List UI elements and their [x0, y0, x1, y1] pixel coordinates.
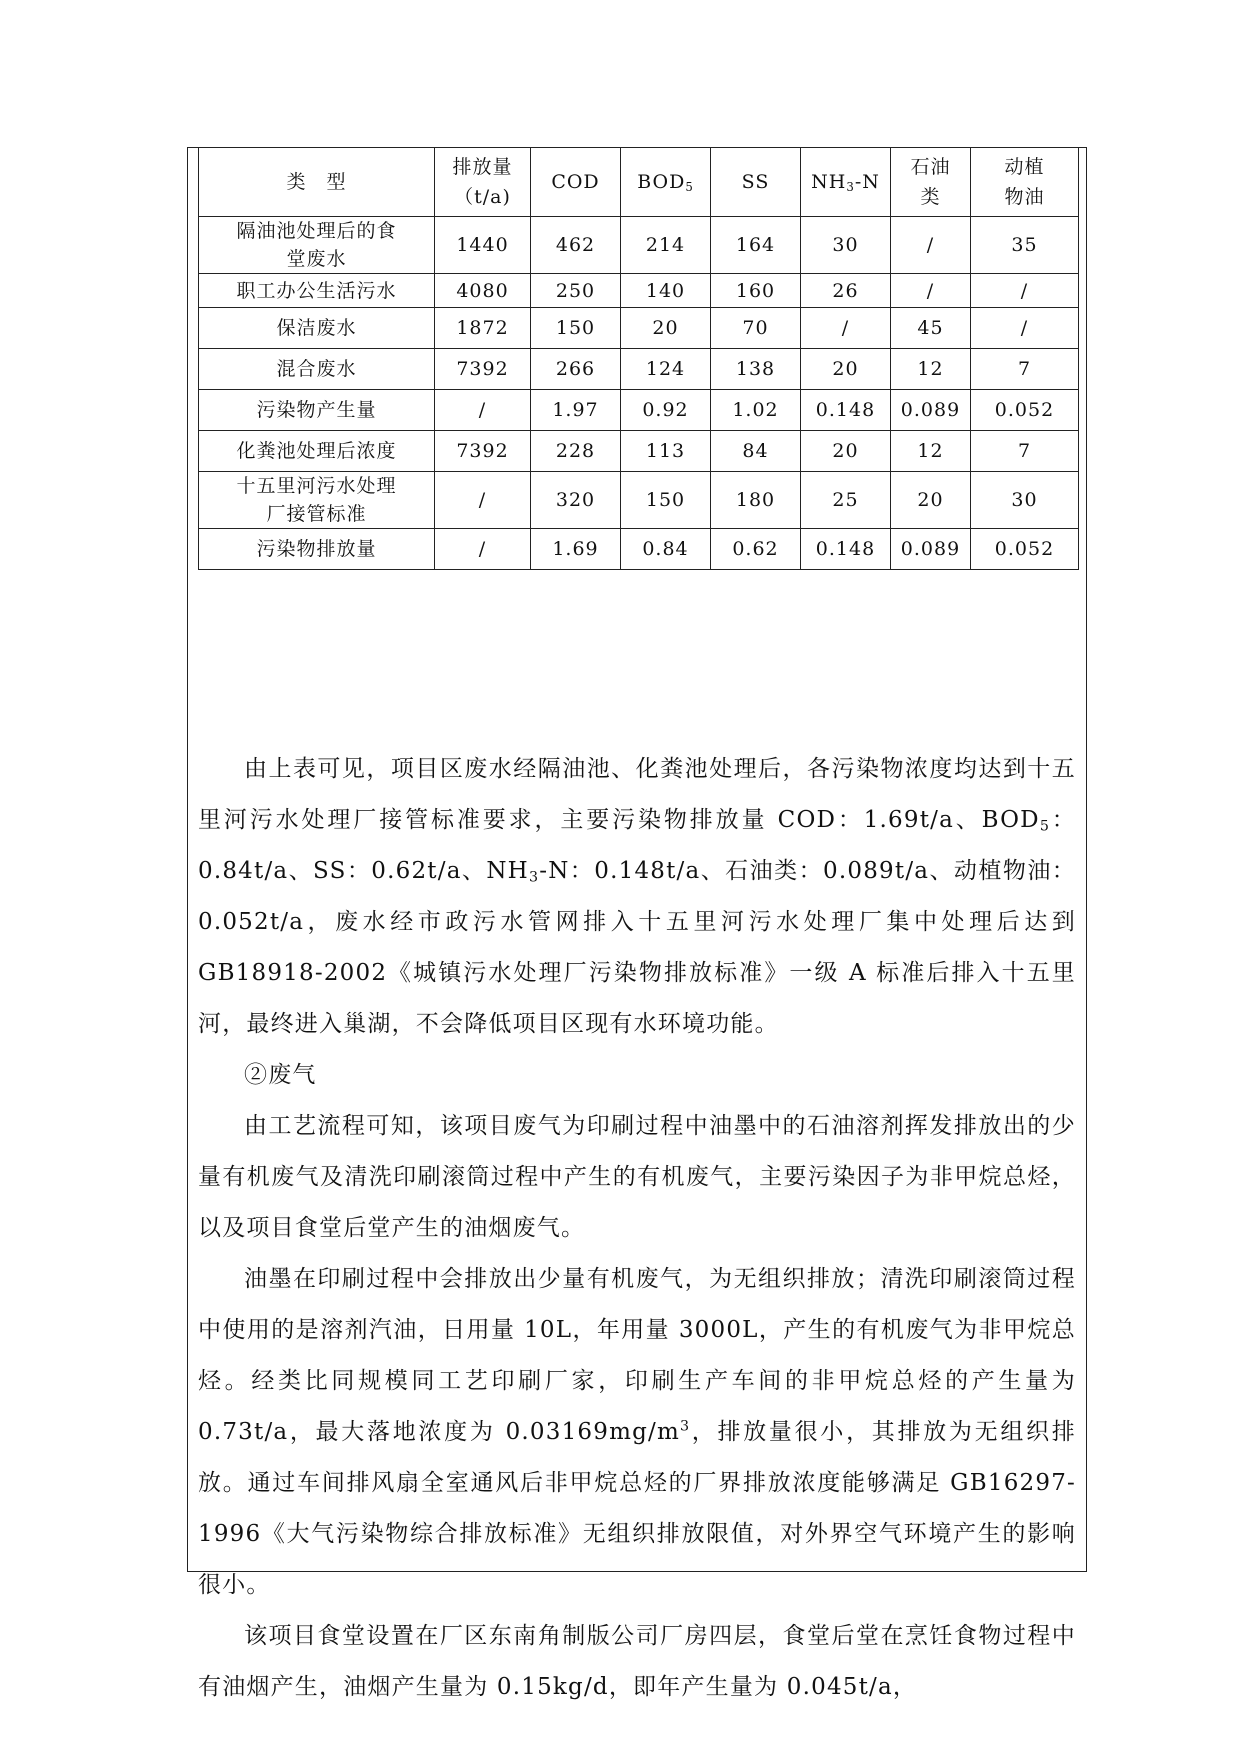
cell-ss: 160	[711, 274, 801, 308]
cell-type: 混合废水	[199, 349, 435, 390]
cell-discharge: /	[435, 472, 531, 529]
cell-nh3n: 26	[801, 274, 891, 308]
cell-nh3n: 0.148	[801, 390, 891, 431]
cell-nh3n: 20	[801, 349, 891, 390]
cell-oil: 7	[971, 431, 1079, 472]
cell-ss: 70	[711, 308, 801, 349]
pollutant-table	[198, 148, 1079, 570]
header-ss: SS	[711, 148, 801, 217]
cell-nh3n: 20	[801, 431, 891, 472]
header-type: 类 型	[199, 148, 435, 217]
table-row	[199, 217, 1079, 274]
header-nh3n: $NH_3-N$	[801, 148, 891, 217]
cell-oil: /	[971, 308, 1079, 349]
header-discharge: 排放量 （t/a)	[435, 148, 531, 217]
cell-type: 化粪池处理后浓度	[199, 431, 435, 472]
cell-petroleum: 20	[891, 472, 971, 529]
cell-cod: 1.97	[531, 390, 621, 431]
cell-petroleum: 0.089	[891, 529, 971, 570]
table-row	[199, 308, 1079, 349]
cell-type: 隔油池处理后的食 堂废水	[199, 217, 435, 274]
table-header-row	[199, 148, 1079, 217]
cell-bod5: 20	[621, 308, 711, 349]
cell-bod5: 150	[621, 472, 711, 529]
cell-nh3n: /	[801, 308, 891, 349]
cell-bod5: 140	[621, 274, 711, 308]
paragraph-wastewater-summary: 由上表可见，项目区废水经隔油池、化粪池处理后，各污染物浓度均达到十五里河污水处理厂接管标准要求，主要污染物排放量 COD：1.69t/a、$BOD_5$：0.84t/a、SS：0.62t/a、$NH_3-N$：0.148t/a、石油类：0.089t/a、动植物油：0.052t/a，废水经市政污水管网排入十五里河污水处理厂集中处理后达到 GB18918-2002《城镇污水处理厂污染物排放标准》一级 A 标准后排入十五里河，最终进入巢湖，不会降低项目区现有水环境功能。	[198, 756, 1077, 1037]
cell-bod5: 0.84	[621, 529, 711, 570]
cell-oil: 7	[971, 349, 1079, 390]
cell-type: 十五里河污水处理 厂接管标准	[199, 472, 435, 529]
table-row	[199, 529, 1079, 570]
cell-cod: 150	[531, 308, 621, 349]
cell-oil: 30	[971, 472, 1079, 529]
cell-oil: 0.052	[971, 529, 1079, 570]
cell-cod: 462	[531, 217, 621, 274]
cell-ss: 180	[711, 472, 801, 529]
cell-nh3n: 0.148	[801, 529, 891, 570]
paragraph-organic-exhaust: 油墨在印刷过程中会排放出少量有机废气，为无组织排放；清洗印刷滚筒过程中使用的是溶剂汽油，日用量 10L，年用量 3000L，产生的有机废气为非甲烷总烃。经类比同规模同工艺印刷厂家，印刷生产车间的非甲烷总烃的产生量为 0.73t/a，最大落地浓度为 $0.03169mg/m^3$，排放量很小，其排放为无组织排放。通过车间排风扇全室通风后非甲烷总烃的厂界排放浓度能够满足 GB16297-1996《大气污染物综合排放标准》无组织排放限值，对外界空气环境产生的影响很小。	[198, 1266, 1076, 1598]
cell-type: 污染物排放量	[199, 529, 435, 570]
cell-type: 职工办公生活污水	[199, 274, 435, 308]
cell-ss: 164	[711, 217, 801, 274]
section-heading-exhaust-gas: ②废气	[244, 1062, 317, 1088]
cell-nh3n: 25	[801, 472, 891, 529]
cell-discharge: 7392	[435, 349, 531, 390]
header-petroleum: 石油 类	[891, 148, 971, 217]
paragraph-canteen-fumes: 该项目食堂设置在厂区东南角制版公司厂房四层，食堂后堂在烹饪食物过程中有油烟产生，油烟产生量为 0.15kg/d，即年产生量为 0.045t/a，	[198, 1623, 1076, 1700]
table-row	[199, 431, 1079, 472]
cell-bod5: 214	[621, 217, 711, 274]
cell-petroleum: 45	[891, 308, 971, 349]
cell-cod: 266	[531, 349, 621, 390]
header-bod5: $BOD_5$	[621, 148, 711, 217]
cell-oil: 35	[971, 217, 1079, 274]
cell-ss: 138	[711, 349, 801, 390]
header-animal-vegetable-oil: 动植 物油	[971, 148, 1079, 217]
table-row	[199, 349, 1079, 390]
cell-discharge: 4080	[435, 274, 531, 308]
cell-oil: /	[971, 274, 1079, 308]
cell-bod5: 124	[621, 349, 711, 390]
cell-discharge: /	[435, 390, 531, 431]
cell-ss: 84	[711, 431, 801, 472]
cell-petroleum: 0.089	[891, 390, 971, 431]
document-frame	[187, 147, 1087, 1700]
header-cod: COD	[531, 148, 621, 217]
cell-cod: 228	[531, 431, 621, 472]
paragraph-exhaust-source: 由工艺流程可知，该项目废气为印刷过程中油墨中的石油溶剂挥发排放出的少量有机废气及清洗印刷滚筒过程中产生的有机废气，主要污染因子为非甲烷总烃，以及项目食堂后堂产生的油烟废气。	[198, 1113, 1076, 1241]
cell-cod: 320	[531, 472, 621, 529]
cell-discharge: 7392	[435, 431, 531, 472]
cell-petroleum: /	[891, 274, 971, 308]
table-row	[199, 274, 1079, 308]
cell-cod: 1.69	[531, 529, 621, 570]
cell-petroleum: /	[891, 217, 971, 274]
cell-nh3n: 30	[801, 217, 891, 274]
cell-ss: 1.02	[711, 390, 801, 431]
body-text	[198, 744, 1076, 1713]
cell-petroleum: 12	[891, 431, 971, 472]
cell-oil: 0.052	[971, 390, 1079, 431]
cell-discharge: /	[435, 529, 531, 570]
cell-ss: 0.62	[711, 529, 801, 570]
table-row	[199, 390, 1079, 431]
cell-discharge: 1440	[435, 217, 531, 274]
cell-type: 保洁废水	[199, 308, 435, 349]
cell-type: 污染物产生量	[199, 390, 435, 431]
table-row	[199, 472, 1079, 529]
cell-bod5: 0.92	[621, 390, 711, 431]
cell-petroleum: 12	[891, 349, 971, 390]
cell-discharge: 1872	[435, 308, 531, 349]
cell-cod: 250	[531, 274, 621, 308]
cell-bod5: 113	[621, 431, 711, 472]
